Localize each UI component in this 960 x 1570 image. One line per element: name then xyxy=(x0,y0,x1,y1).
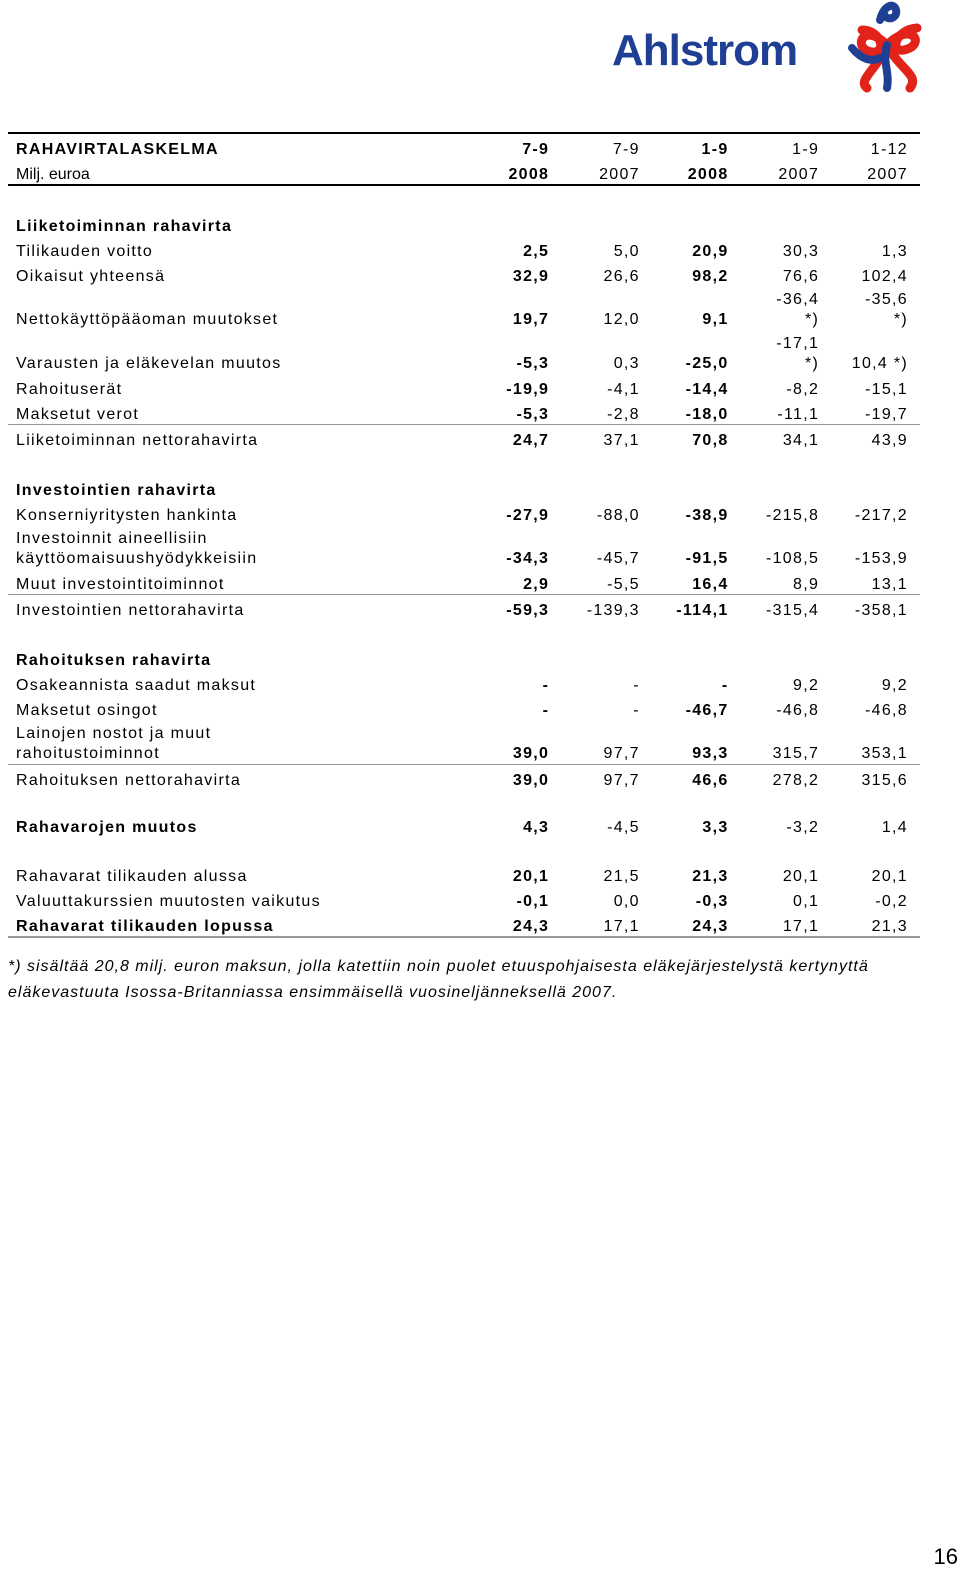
row-label: Liiketoiminnan nettorahavirta xyxy=(16,432,259,449)
value-cell: -91,5 xyxy=(685,550,729,567)
value-cell: -46,8 xyxy=(776,702,820,719)
value-cell: -5,5 xyxy=(549,569,640,595)
value-cell: 0,3 xyxy=(613,355,640,372)
value-cell: 19,7 xyxy=(512,311,550,328)
value-cell: -59,3 xyxy=(506,602,550,619)
value-cell: -11,1 xyxy=(729,399,820,425)
row-label: Muut investointitoiminnot xyxy=(8,569,466,595)
value-cell: 30,3 xyxy=(782,243,820,260)
section-heading: Rahoituksen rahavirta xyxy=(16,652,212,669)
table-row xyxy=(8,399,920,425)
value-cell: 4,3 xyxy=(523,819,550,836)
section-heading-row xyxy=(8,472,920,500)
value-cell: 17,1 xyxy=(549,911,640,937)
year-header: 2007 xyxy=(549,159,640,185)
row-label: Valuuttakurssien muutosten vaikutus xyxy=(16,893,321,910)
value-cell: -18,0 xyxy=(640,399,729,425)
value-cell: 315,7 xyxy=(729,720,820,765)
table-row xyxy=(8,330,920,374)
value-cell: -19,9 xyxy=(506,381,550,398)
value-cell: -108,5 xyxy=(765,550,820,567)
section-heading: Investointien rahavirta xyxy=(16,482,217,499)
table-row xyxy=(8,569,920,595)
header-row-periods xyxy=(8,133,920,159)
row-label: Maksetut osingot xyxy=(16,702,158,719)
value-cell: 16,4 xyxy=(640,569,729,595)
value-cell: - xyxy=(633,702,640,719)
value-cell: -0,1 xyxy=(516,893,550,910)
value-cell: 21,3 xyxy=(819,911,920,937)
value-cell: -2,8 xyxy=(549,399,640,425)
value-cell: 46,6 xyxy=(692,772,729,789)
value-cell: 97,7 xyxy=(549,720,640,765)
table-row xyxy=(8,695,920,720)
value-cell: 0,0 xyxy=(613,893,640,910)
value-cell: -35,6 *) xyxy=(865,291,908,328)
table-row xyxy=(8,525,920,569)
table-row xyxy=(8,911,920,937)
value-cell: 97,7 xyxy=(603,772,640,789)
header-row-years xyxy=(8,159,920,185)
value-cell: 10,4 *) xyxy=(851,355,908,372)
value-cell: -153,9 xyxy=(854,550,908,567)
value-cell: 43,9 xyxy=(871,432,908,449)
value-cell: -217,2 xyxy=(854,507,908,524)
table-row xyxy=(8,425,920,451)
page-number: 16 xyxy=(933,1544,958,1569)
value-cell: 70,8 xyxy=(692,432,729,449)
row-label: Rahoituksen nettorahavirta xyxy=(16,772,242,789)
value-cell: -46,7 xyxy=(685,702,729,719)
value-cell: -17,1 *) xyxy=(776,335,820,372)
value-cell: 20,9 xyxy=(692,243,729,260)
table-row xyxy=(8,861,920,886)
period-header: 1-9 xyxy=(701,141,729,158)
value-cell: 9,2 xyxy=(793,677,820,694)
value-cell: -45,7 xyxy=(596,550,640,567)
table-row xyxy=(8,720,920,765)
table-row xyxy=(8,500,920,525)
value-cell: -15,1 xyxy=(865,381,908,398)
row-label: Rahavarat tilikauden alussa xyxy=(16,868,248,885)
value-cell: -4,5 xyxy=(607,819,640,836)
value-cell: -139,3 xyxy=(586,602,640,619)
footnote: *) sisältää 20,8 milj. euron maksun, jolla katettiin noin puolet etuuspohjaisesta eläkejärjestelystä kertynyttä eläkevastuuta Isossa-Britanniassa ensimmäisellä vuosineljänneksellä 2007. xyxy=(8,958,869,1001)
value-cell: - xyxy=(721,677,729,694)
table-row xyxy=(8,812,920,837)
table-row xyxy=(8,286,920,330)
row-label: Lainojen nostot ja muut rahoitustoiminnot xyxy=(8,720,466,765)
value-cell: 98,2 xyxy=(692,268,729,285)
table-row xyxy=(8,236,920,261)
value-cell: -46,8 xyxy=(865,702,908,719)
row-label: Nettokäyttöpääoman muutokset xyxy=(16,311,279,328)
row-label: Rahavarat tilikauden lopussa xyxy=(8,911,466,937)
value-cell: 39,0 xyxy=(466,720,550,765)
value-cell: 21,5 xyxy=(603,868,640,885)
value-cell: -315,4 xyxy=(765,602,820,619)
value-cell: -0,2 xyxy=(875,893,908,910)
year-header: 2007 xyxy=(819,159,920,185)
logo-wordmark: Ahlstrom xyxy=(612,26,798,75)
row-label: Tilikauden voitto xyxy=(16,243,154,260)
value-cell: -38,9 xyxy=(685,507,729,524)
section-heading-row xyxy=(8,642,920,670)
value-cell: 20,1 xyxy=(512,868,550,885)
row-label: Investointien nettorahavirta xyxy=(16,602,245,619)
value-cell: 34,1 xyxy=(782,432,820,449)
row-label: Rahavarojen muutos xyxy=(16,819,198,836)
value-cell: -5,3 xyxy=(516,355,550,372)
value-cell: 32,9 xyxy=(512,268,550,285)
value-cell: 26,6 xyxy=(603,268,640,285)
value-cell: - xyxy=(542,702,550,719)
value-cell: 5,0 xyxy=(613,243,640,260)
value-cell: -3,2 xyxy=(786,819,820,836)
value-cell: -34,3 xyxy=(506,550,550,567)
value-cell: -114,1 xyxy=(676,602,729,619)
row-label: Oikaisut yhteensä xyxy=(16,268,166,285)
table-row xyxy=(8,595,920,621)
value-cell: - xyxy=(542,677,550,694)
row-label: Maksetut verot xyxy=(8,399,466,425)
value-cell: 39,0 xyxy=(512,772,550,789)
value-cell: 1,4 xyxy=(881,819,908,836)
value-cell: -358,1 xyxy=(854,602,908,619)
value-cell: -27,9 xyxy=(506,507,550,524)
table-row xyxy=(8,261,920,286)
row-label: Rahoituserät xyxy=(16,381,123,398)
value-cell: 1,3 xyxy=(881,243,908,260)
value-cell: 93,3 xyxy=(640,720,729,765)
row-label: Osakeannista saadut maksut xyxy=(16,677,257,694)
value-cell: 24,3 xyxy=(466,911,550,937)
value-cell: 21,3 xyxy=(692,868,729,885)
section-heading-row xyxy=(8,208,920,236)
value-cell: 24,7 xyxy=(512,432,550,449)
value-cell: -215,8 xyxy=(765,507,820,524)
value-cell: 3,3 xyxy=(702,819,729,836)
value-cell: 315,6 xyxy=(861,772,908,789)
value-cell: 0,1 xyxy=(793,893,820,910)
table-row xyxy=(8,374,920,399)
value-cell: 13,1 xyxy=(819,569,920,595)
period-header: 1-9 xyxy=(792,141,820,158)
cash-flow-table xyxy=(8,132,920,938)
value-cell: - xyxy=(633,677,640,694)
value-cell: 2,5 xyxy=(523,243,550,260)
year-header: 2008 xyxy=(466,159,550,185)
value-cell: -88,0 xyxy=(596,507,640,524)
value-cell: 353,1 xyxy=(819,720,920,765)
value-cell: 24,3 xyxy=(640,911,729,937)
unit-label: Milj. euroa xyxy=(8,159,466,185)
ribbon-logo-icon xyxy=(832,0,942,95)
period-header: 1-12 xyxy=(870,141,908,158)
row-label: Varausten ja eläkevelan muutos xyxy=(16,355,282,372)
value-cell: 76,6 xyxy=(782,268,820,285)
value-cell: 278,2 xyxy=(772,772,820,789)
value-cell: -25,0 xyxy=(685,355,729,372)
ahlstrom-logo xyxy=(600,0,950,100)
period-header: 7-9 xyxy=(522,141,550,158)
period-header: 7-9 xyxy=(612,141,640,158)
table-row xyxy=(8,670,920,695)
value-cell: -14,4 xyxy=(685,381,729,398)
row-label: Konserniyritysten hankinta xyxy=(16,507,238,524)
value-cell: 20,1 xyxy=(871,868,908,885)
value-cell: -4,1 xyxy=(607,381,640,398)
section-heading: Liiketoiminnan rahavirta xyxy=(16,218,233,235)
table-row xyxy=(8,765,920,791)
value-cell: -36,4 *) xyxy=(776,291,820,328)
value-cell: 102,4 xyxy=(861,268,908,285)
year-header: 2008 xyxy=(640,159,729,185)
value-cell: 8,9 xyxy=(729,569,820,595)
value-cell: 9,1 xyxy=(702,311,729,328)
value-cell: 2,9 xyxy=(466,569,550,595)
value-cell: -0,3 xyxy=(695,893,729,910)
statement-title: RAHAVIRTALASKELMA xyxy=(16,141,219,158)
value-cell: 17,1 xyxy=(729,911,820,937)
value-cell: 9,2 xyxy=(881,677,908,694)
value-cell: -8,2 xyxy=(786,381,820,398)
value-cell: 12,0 xyxy=(603,311,640,328)
value-cell: -5,3 xyxy=(466,399,550,425)
value-cell: 37,1 xyxy=(603,432,640,449)
value-cell: -19,7 xyxy=(819,399,920,425)
year-header: 2007 xyxy=(729,159,820,185)
table-row xyxy=(8,886,920,911)
value-cell: 20,1 xyxy=(782,868,820,885)
row-label: Investoinnit aineellisiin käyttöomaisuushyödykkeisiin xyxy=(16,530,258,567)
